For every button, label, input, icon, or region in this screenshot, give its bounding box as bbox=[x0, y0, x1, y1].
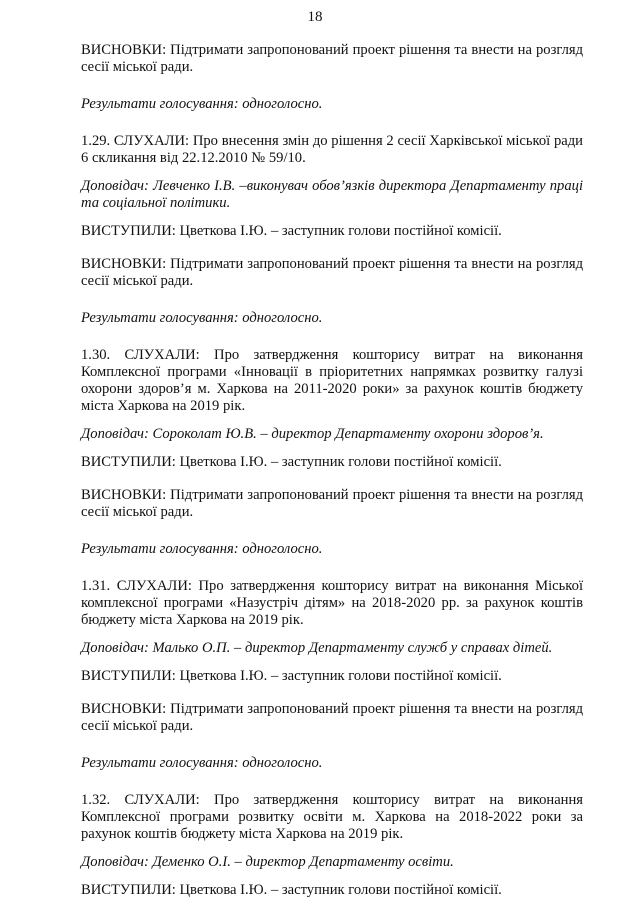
item-spoke: ВИСТУПИЛИ: Цветкова І.Ю. – заступник голови постійної комісії. bbox=[81, 454, 502, 470]
item-heard: 1.32. СЛУХАЛИ: Про затвердження кошторису витрат на виконання Комплексної програми розвитку освіти м. Харкова на 2018-2022 роки за рахунок коштів бюджету міста Харкова на 2019 рік. bbox=[81, 792, 583, 842]
intro-conclusion: ВИСНОВКИ: Підтримати запропонований проект рішення та внести на розгляд сесії міської ради. bbox=[81, 42, 583, 75]
item-1-31 bbox=[81, 578, 583, 772]
item-conclusion: ВИСНОВКИ: Підтримати запропонований проект рішення та внести на розгляд сесії міської ради. bbox=[81, 701, 583, 734]
item-spoke: ВИСТУПИЛИ: Цветкова І.Ю. – заступник голови постійної комісії. bbox=[81, 668, 502, 684]
item-1-29 bbox=[81, 133, 583, 327]
item-result: Результати голосування: одноголосно. bbox=[81, 755, 323, 771]
item-1-30 bbox=[81, 347, 583, 558]
item-heard: 1.31. СЛУХАЛИ: Про затвердження кошторису витрат на виконання Міської комплексної програми «Назустріч дітям» на 2018-2020 рр. за рахунок коштів бюджету міста Харкова на 2019 рік. bbox=[81, 578, 583, 628]
item-speaker: Доповідач: Сороколат Ю.В. – директор Департаменту охорони здоров’я. bbox=[81, 426, 544, 442]
item-speaker: Доповідач: Малько О.П. – директор Департаменту служб у справах дітей. bbox=[81, 640, 553, 656]
item-conclusion: ВИСНОВКИ: Підтримати запропонований проект рішення та внести на розгляд сесії міської ради. bbox=[81, 256, 583, 289]
item-heard: 1.29. СЛУХАЛИ: Про внесення змін до рішення 2 сесії Харківської міської ради 6 скликання від 22.12.2010 № 59/10. bbox=[81, 133, 583, 166]
page-content bbox=[81, 42, 583, 899]
item-spoke: ВИСТУПИЛИ: Цветкова І.Ю. – заступник голови постійної комісії. bbox=[81, 882, 502, 898]
item-heard: 1.30. СЛУХАЛИ: Про затвердження кошторису витрат на виконання Комплексної програми «Інновації в пріоритетних напрямках розвитку галузі охорони здоров’я м. Харкова на 2011-2020 роки» за рахунок коштів бюджету міста Харкова на 2019 рік. bbox=[81, 347, 583, 414]
item-speaker: Доповідач: Деменко О.І. – директор Департаменту освіти. bbox=[81, 854, 454, 870]
item-1-32 bbox=[81, 792, 583, 899]
item-result: Результати голосування: одноголосно. bbox=[81, 541, 323, 557]
page-number: 18 bbox=[307, 9, 323, 25]
intro-result: Результати голосування: одноголосно. bbox=[81, 96, 323, 112]
item-result: Результати голосування: одноголосно. bbox=[81, 310, 323, 326]
item-speaker: Доповідач: Левченко І.В. –виконувач обов’язків директора Департаменту праці та соціальної політики. bbox=[81, 178, 583, 211]
item-spoke: ВИСТУПИЛИ: Цветкова І.Ю. – заступник голови постійної комісії. bbox=[81, 223, 502, 239]
item-conclusion: ВИСНОВКИ: Підтримати запропонований проект рішення та внести на розгляд сесії міської ради. bbox=[81, 487, 583, 520]
